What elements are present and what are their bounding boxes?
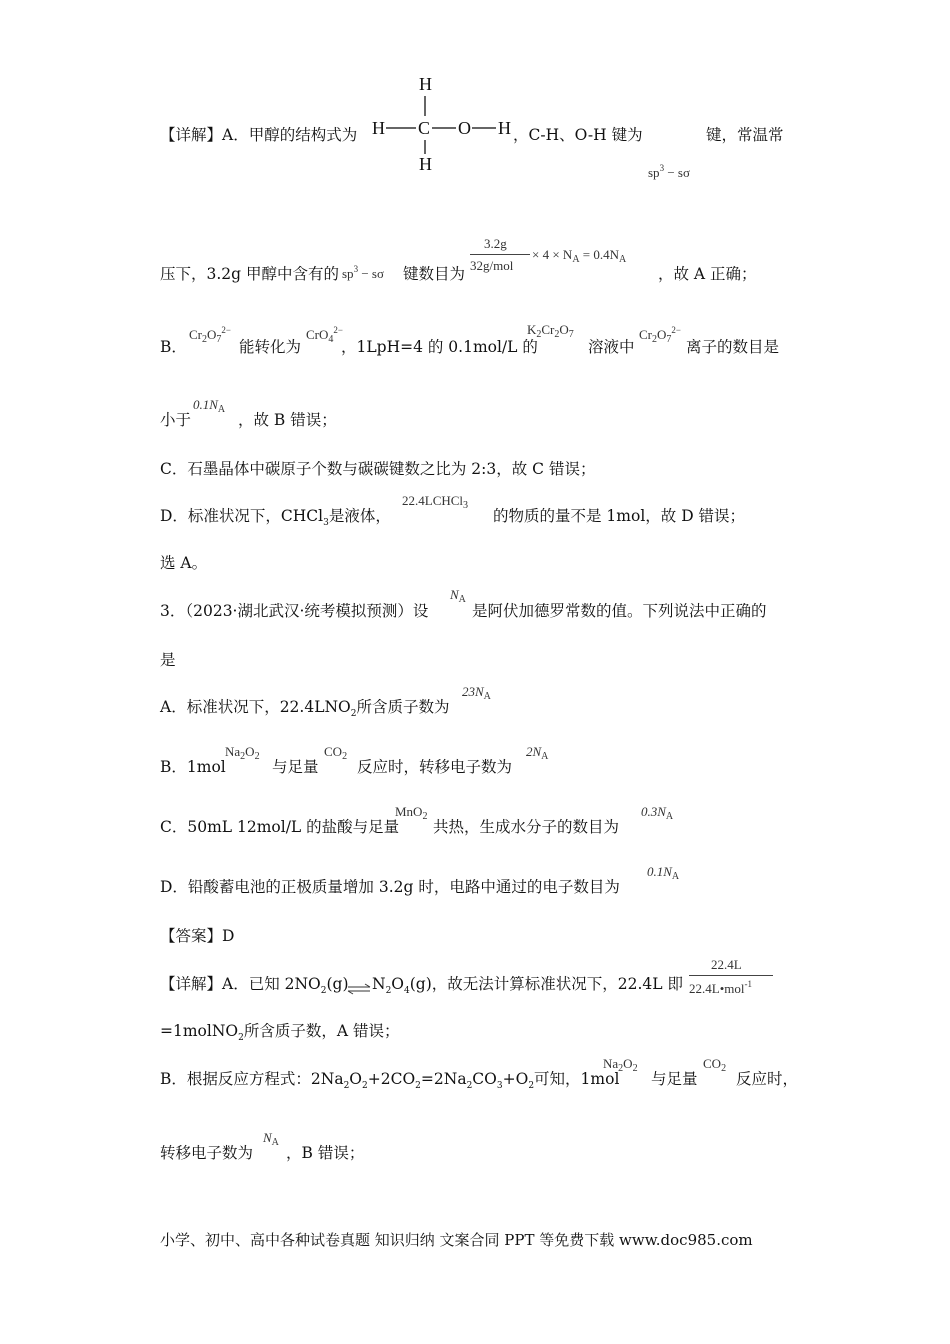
q3-detail-a2: =1molNO$_2$所含质子数，A 错误； xyxy=(160,1022,400,1043)
q3-detail-b-mid2: 与足量 xyxy=(651,1070,698,1088)
page-footer: 小学、初中、高中各种试卷真题 知识归纳 文案合同 PPT 等免费下载 www.doc985.com xyxy=(160,1231,753,1249)
sp3-s-sigma-formula-2: $sp^3 - s\sigma$ xyxy=(342,264,384,281)
q3-option-c-end: 共热，生成水分子的数目为 xyxy=(433,818,620,836)
q3-option-b-end: 反应时，转移电子数为 xyxy=(357,758,513,776)
q2-detail-d: D．标准状况下，CHCl$_3$是液体， xyxy=(160,507,391,528)
q3-stem-end: 是阿伏加德罗常数的值。下列说法中正确的 xyxy=(472,602,767,620)
q2-detail-b-end: 离子的数目是 xyxy=(686,338,780,356)
q2-detail-a-mid: ，C-H、O-H 键为 xyxy=(513,126,643,144)
q3-option-b-mid: 与足量 xyxy=(272,758,319,776)
co2-formula-2: $CO_2$ xyxy=(703,1056,727,1074)
sp3-s-sigma-formula: $sp^3 - s\sigma$ xyxy=(648,163,690,180)
na-constant: $N_A$ xyxy=(450,587,466,605)
na-constant-2: $N_A$ xyxy=(263,1130,279,1148)
q2-detail-select: 选 A。 xyxy=(160,554,208,572)
q3-detail-b-end: 反应时， xyxy=(736,1070,799,1088)
na-constant-01: $0.1N_A$ xyxy=(193,397,226,415)
q3-option-d-value: $0.1N_A$ xyxy=(647,864,680,882)
methanol-structure-diagram: H H C O H H xyxy=(372,74,511,174)
q2-detail-b-mid3: 溶液中 xyxy=(588,338,635,356)
mno2-formula: MnO$_2$ xyxy=(395,804,428,822)
co2-formula: $CO_2$ xyxy=(324,744,348,762)
q2-detail-line2-mid: 键数目为 xyxy=(403,265,466,283)
q3-stem: 3．（2023·湖北武汉·统考模拟预测）设 xyxy=(160,602,429,620)
cr2o7-ion: $Cr_2O_7^{2-}$ xyxy=(189,325,231,345)
q3-option-c: C．50mL 12mol/L 的盐酸与足量 xyxy=(160,818,400,836)
q2-detail-line2-end: ，故 A 正确； xyxy=(658,265,757,283)
equilibrium-arrow-icon xyxy=(346,982,372,996)
q3-stem-line2: 是 xyxy=(160,651,176,669)
q3-option-a-value: $23N_A$ xyxy=(462,684,491,702)
q2-detail-line2: 压下，3.2g 甲醇中含有的 xyxy=(160,265,339,283)
cro4-ion: CrO$_4^{2-}$ xyxy=(306,325,343,345)
q3-option-b-value: $2N_A$ xyxy=(526,744,549,762)
cr2o7-ion-2: $Cr_2O_7^{2-}$ xyxy=(639,325,681,345)
q3-detail-b2: 转移电子数为 xyxy=(160,1144,254,1162)
k2cr2o7-formula: $K_2Cr_2O_7$ xyxy=(527,322,574,340)
chcl3-formula: 22.4LCHCl$_3$ xyxy=(402,493,469,511)
q2-detail-a: 【详解】A．甲醇的结构式为 xyxy=(160,126,358,144)
q3-detail-b: B．根据反应方程式：$2Na_2O_2+2CO_2=2Na_2CO_3+O_2$可知，1mol xyxy=(160,1070,620,1091)
q2-detail-b2: 小于 xyxy=(160,411,192,429)
q3-option-a: A．标准状况下，$22.4LNO_2$所含质子数为 xyxy=(160,698,450,719)
q3-option-b: B．1mol xyxy=(160,758,226,776)
q3-answer: 【答案】D xyxy=(160,927,235,945)
na2o2-formula-2: $Na_2O_2$ xyxy=(603,1056,638,1074)
q2-detail-c: C．石墨晶体中碳原子个数与碳碳键数之比为 2:3，故 C 错误； xyxy=(160,460,596,478)
q3-option-d: D．铅酸蓄电池的正极质量增加 3.2g 时，电路中通过的电子数目为 xyxy=(160,878,620,896)
q3-detail-a-rest: $N_2O_4(g)$，故无法计算标准状况下，22.4L 即 xyxy=(372,975,683,996)
q2-detail-a-end: 键，常温常 xyxy=(706,126,784,144)
na2o2-formula: $Na_2O_2$ xyxy=(225,744,260,762)
q2-detail-b-mid2: ，1LpH=4 的 0.1mol/L 的 xyxy=(341,338,538,356)
q3-detail-a: 【详解】A．已知 $2NO_2(g)$ xyxy=(160,975,349,996)
q3-option-c-value: $0.3N_A$ xyxy=(641,804,674,822)
q3-detail-b2-end: ，B 错误； xyxy=(286,1144,365,1162)
q2-detail-b-label: B． xyxy=(160,338,187,356)
q2-detail-b-mid1: 能转化为 xyxy=(239,338,302,356)
q2-detail-d-end: 的物质的量不是 1mol，故 D 错误； xyxy=(493,507,746,525)
q2-detail-b2-end: ，故 B 错误； xyxy=(238,411,337,429)
